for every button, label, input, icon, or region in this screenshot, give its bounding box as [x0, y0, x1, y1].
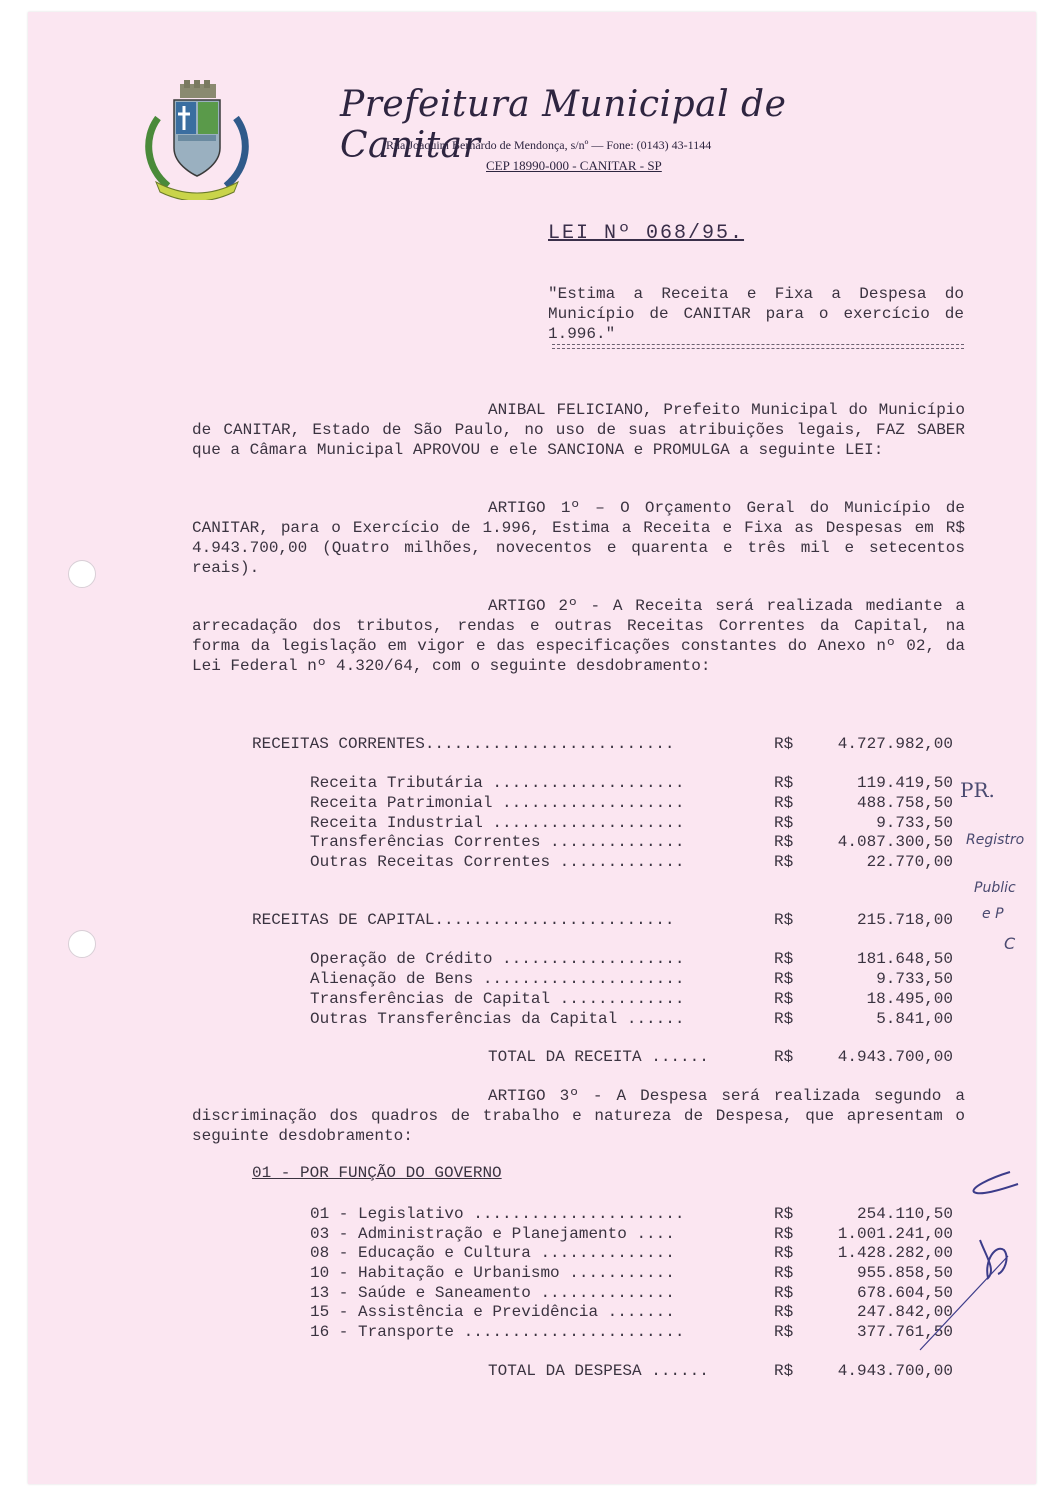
row-amount: 4.727.982,00 [837, 735, 953, 753]
row-amount: 1.428.282,00 [837, 1244, 953, 1262]
margin-note-ep: e P [982, 906, 1004, 922]
row-label: 10 - Habitação e Urbanismo ........... [310, 1264, 675, 1282]
revenue-item-row [0, 949, 1058, 969]
row-currency: R$ [774, 1303, 794, 1321]
row-currency: R$ [774, 970, 794, 988]
row-currency: R$ [774, 990, 794, 1008]
revenue-total-row [0, 1047, 1058, 1067]
row-label: TOTAL DA RECEITA ...... [488, 1048, 709, 1066]
row-label: 01 - Legislativo ...................... [310, 1205, 685, 1223]
row-label: Receita Industrial .................... [310, 814, 685, 832]
row-label: Receita Tributária .................... [310, 774, 685, 792]
revenue-capital-total-row [0, 910, 1058, 930]
revenue-item-row [0, 832, 1058, 852]
article-2-paragraph [192, 596, 965, 676]
row-label: Receita Patrimonial ................... [310, 794, 685, 812]
preamble-text: ANIBAL FELICIANO, Prefeito Municipal do Município de CANITAR, Estado de São Paulo, no uso de suas atribuições legais, FAZ SABER que a Câmara Municipal APROVOU e ele SANCIONA e PROMULGA a seguinte LEI: [192, 401, 965, 459]
row-currency: R$ [774, 1205, 794, 1223]
municipality-title: Prefeitura Municipal de Canitar [340, 84, 787, 166]
punch-hole [68, 560, 96, 588]
row-amount: 5.841,00 [876, 1010, 953, 1028]
expense-total-row [0, 1361, 1058, 1381]
row-currency: R$ [774, 833, 794, 851]
revenue-item-row [0, 793, 1058, 813]
article-3-paragraph [192, 1086, 965, 1146]
margin-note-public: Public [974, 880, 1016, 896]
row-label: Alienação de Bens ..................... [310, 970, 685, 988]
margin-note-c: C [1004, 934, 1016, 953]
revenue-current-total-row [0, 734, 1058, 754]
row-label: 16 - Transporte ....................... [310, 1323, 685, 1341]
coat-of-arms-icon [138, 78, 256, 200]
revenue-item-row [0, 989, 1058, 1009]
row-currency: R$ [774, 1284, 794, 1302]
row-currency: R$ [774, 814, 794, 832]
row-label: Outras Transferências da Capital ...... [310, 1010, 685, 1028]
row-amount: 247.842,00 [856, 1303, 953, 1321]
revenue-item-row [0, 1009, 1058, 1029]
row-amount: 119.419,50 [856, 774, 953, 792]
row-amount: 377.761,50 [856, 1323, 953, 1341]
row-amount: 18.495,00 [866, 990, 953, 1008]
row-currency: R$ [774, 794, 794, 812]
row-label: Outras Receitas Correntes ............. [310, 853, 685, 871]
cep-line: CEP 18990-000 - CANITAR - SP [486, 158, 662, 173]
row-currency: R$ [774, 1323, 794, 1341]
article-1-paragraph [192, 498, 965, 578]
row-currency: R$ [774, 1264, 794, 1282]
row-label: 08 - Educação e Cultura .............. [310, 1244, 675, 1262]
row-amount: 181.648,50 [856, 950, 953, 968]
row-currency: R$ [774, 853, 794, 871]
row-currency: R$ [774, 1244, 794, 1262]
row-currency: R$ [774, 1225, 794, 1243]
row-label: 03 - Administração e Planejamento .... [310, 1225, 675, 1243]
row-amount: 4.087.300,50 [837, 833, 953, 851]
law-summary: "Estima a Receita e Fixa a Despesa do Município de CANITAR para o exercício de 1.996." [548, 285, 964, 343]
row-amount: 4.943.700,00 [837, 1048, 953, 1066]
row-currency: R$ [774, 774, 794, 792]
row-label: TOTAL DA DESPESA ...... [488, 1362, 709, 1380]
row-currency: R$ [774, 1362, 794, 1380]
row-label: RECEITAS CORRENTES.......................... [252, 735, 675, 753]
row-currency: R$ [774, 911, 794, 929]
revenue-item-row [0, 813, 1058, 833]
margin-note-pr: PR. [960, 778, 995, 802]
row-label: 15 - Assistência e Previdência ....... [310, 1303, 675, 1321]
row-currency: R$ [774, 1010, 794, 1028]
revenue-item-row [0, 852, 1058, 872]
row-amount: 678.604,50 [856, 1284, 953, 1302]
article-1-text: ARTIGO 1º – O Orçamento Geral do Município de CANITAR, para o Exercício de 1.996, Estima a Receita e Fixa as Despesas em R$ 4.943.700,00 (Quatro milhões, novecentos e quarenta e três mil e setecentos reais). [192, 499, 965, 577]
row-label: Transferências Correntes .............. [310, 833, 685, 851]
revenue-item-row [0, 773, 1058, 793]
margin-note-registro: Registro [966, 832, 1025, 848]
row-label: RECEITAS DE CAPITAL......................... [252, 911, 675, 929]
row-amount: 1.001.241,00 [837, 1225, 953, 1243]
address-line: Rua Joaquim Bernardo de Mendonça, s/nº — Fone: (0143) 43-1144 [386, 138, 712, 152]
article-2-text: ARTIGO 2º - A Receita será realizada mediante a arrecadação dos tributos, rendas e outras Receitas Correntes da Capital, na forma da legislação em vigor e das especificações constantes do Anexo nº 02, da Lei Federal nº 4.320/64, com o seguinte desdobramento: [192, 597, 965, 675]
handwritten-signature-mark [900, 1160, 1040, 1360]
row-label: Operação de Crédito ................... [310, 950, 685, 968]
row-currency: R$ [774, 1048, 794, 1066]
row-amount: 4.943.700,00 [837, 1362, 953, 1380]
row-amount: 215.718,00 [856, 911, 953, 929]
row-currency: R$ [774, 735, 794, 753]
row-currency: R$ [774, 950, 794, 968]
article-3-text: ARTIGO 3º - A Despesa será realizada segundo a discriminação dos quadros de trabalho e natureza de Despesa, que apresentam o seguinte desdobramento: [192, 1087, 965, 1145]
row-amount: 488.758,50 [856, 794, 953, 812]
row-amount: 9.733,50 [876, 970, 953, 988]
row-label: Transferências de Capital ............. [310, 990, 685, 1008]
row-label: 13 - Saúde e Saneamento .............. [310, 1284, 675, 1302]
summary-divider [552, 344, 964, 349]
row-amount: 254.110,50 [856, 1205, 953, 1223]
law-number-title: LEI Nº 068/95. [548, 222, 745, 245]
preamble-paragraph [192, 400, 965, 460]
row-amount: 9.733,50 [876, 814, 953, 832]
expense-section-title: 01 - POR FUNÇÃO DO GOVERNO [252, 1164, 502, 1182]
revenue-item-row [0, 969, 1058, 989]
row-amount: 22.770,00 [866, 853, 953, 871]
row-amount: 955.858,50 [856, 1264, 953, 1282]
